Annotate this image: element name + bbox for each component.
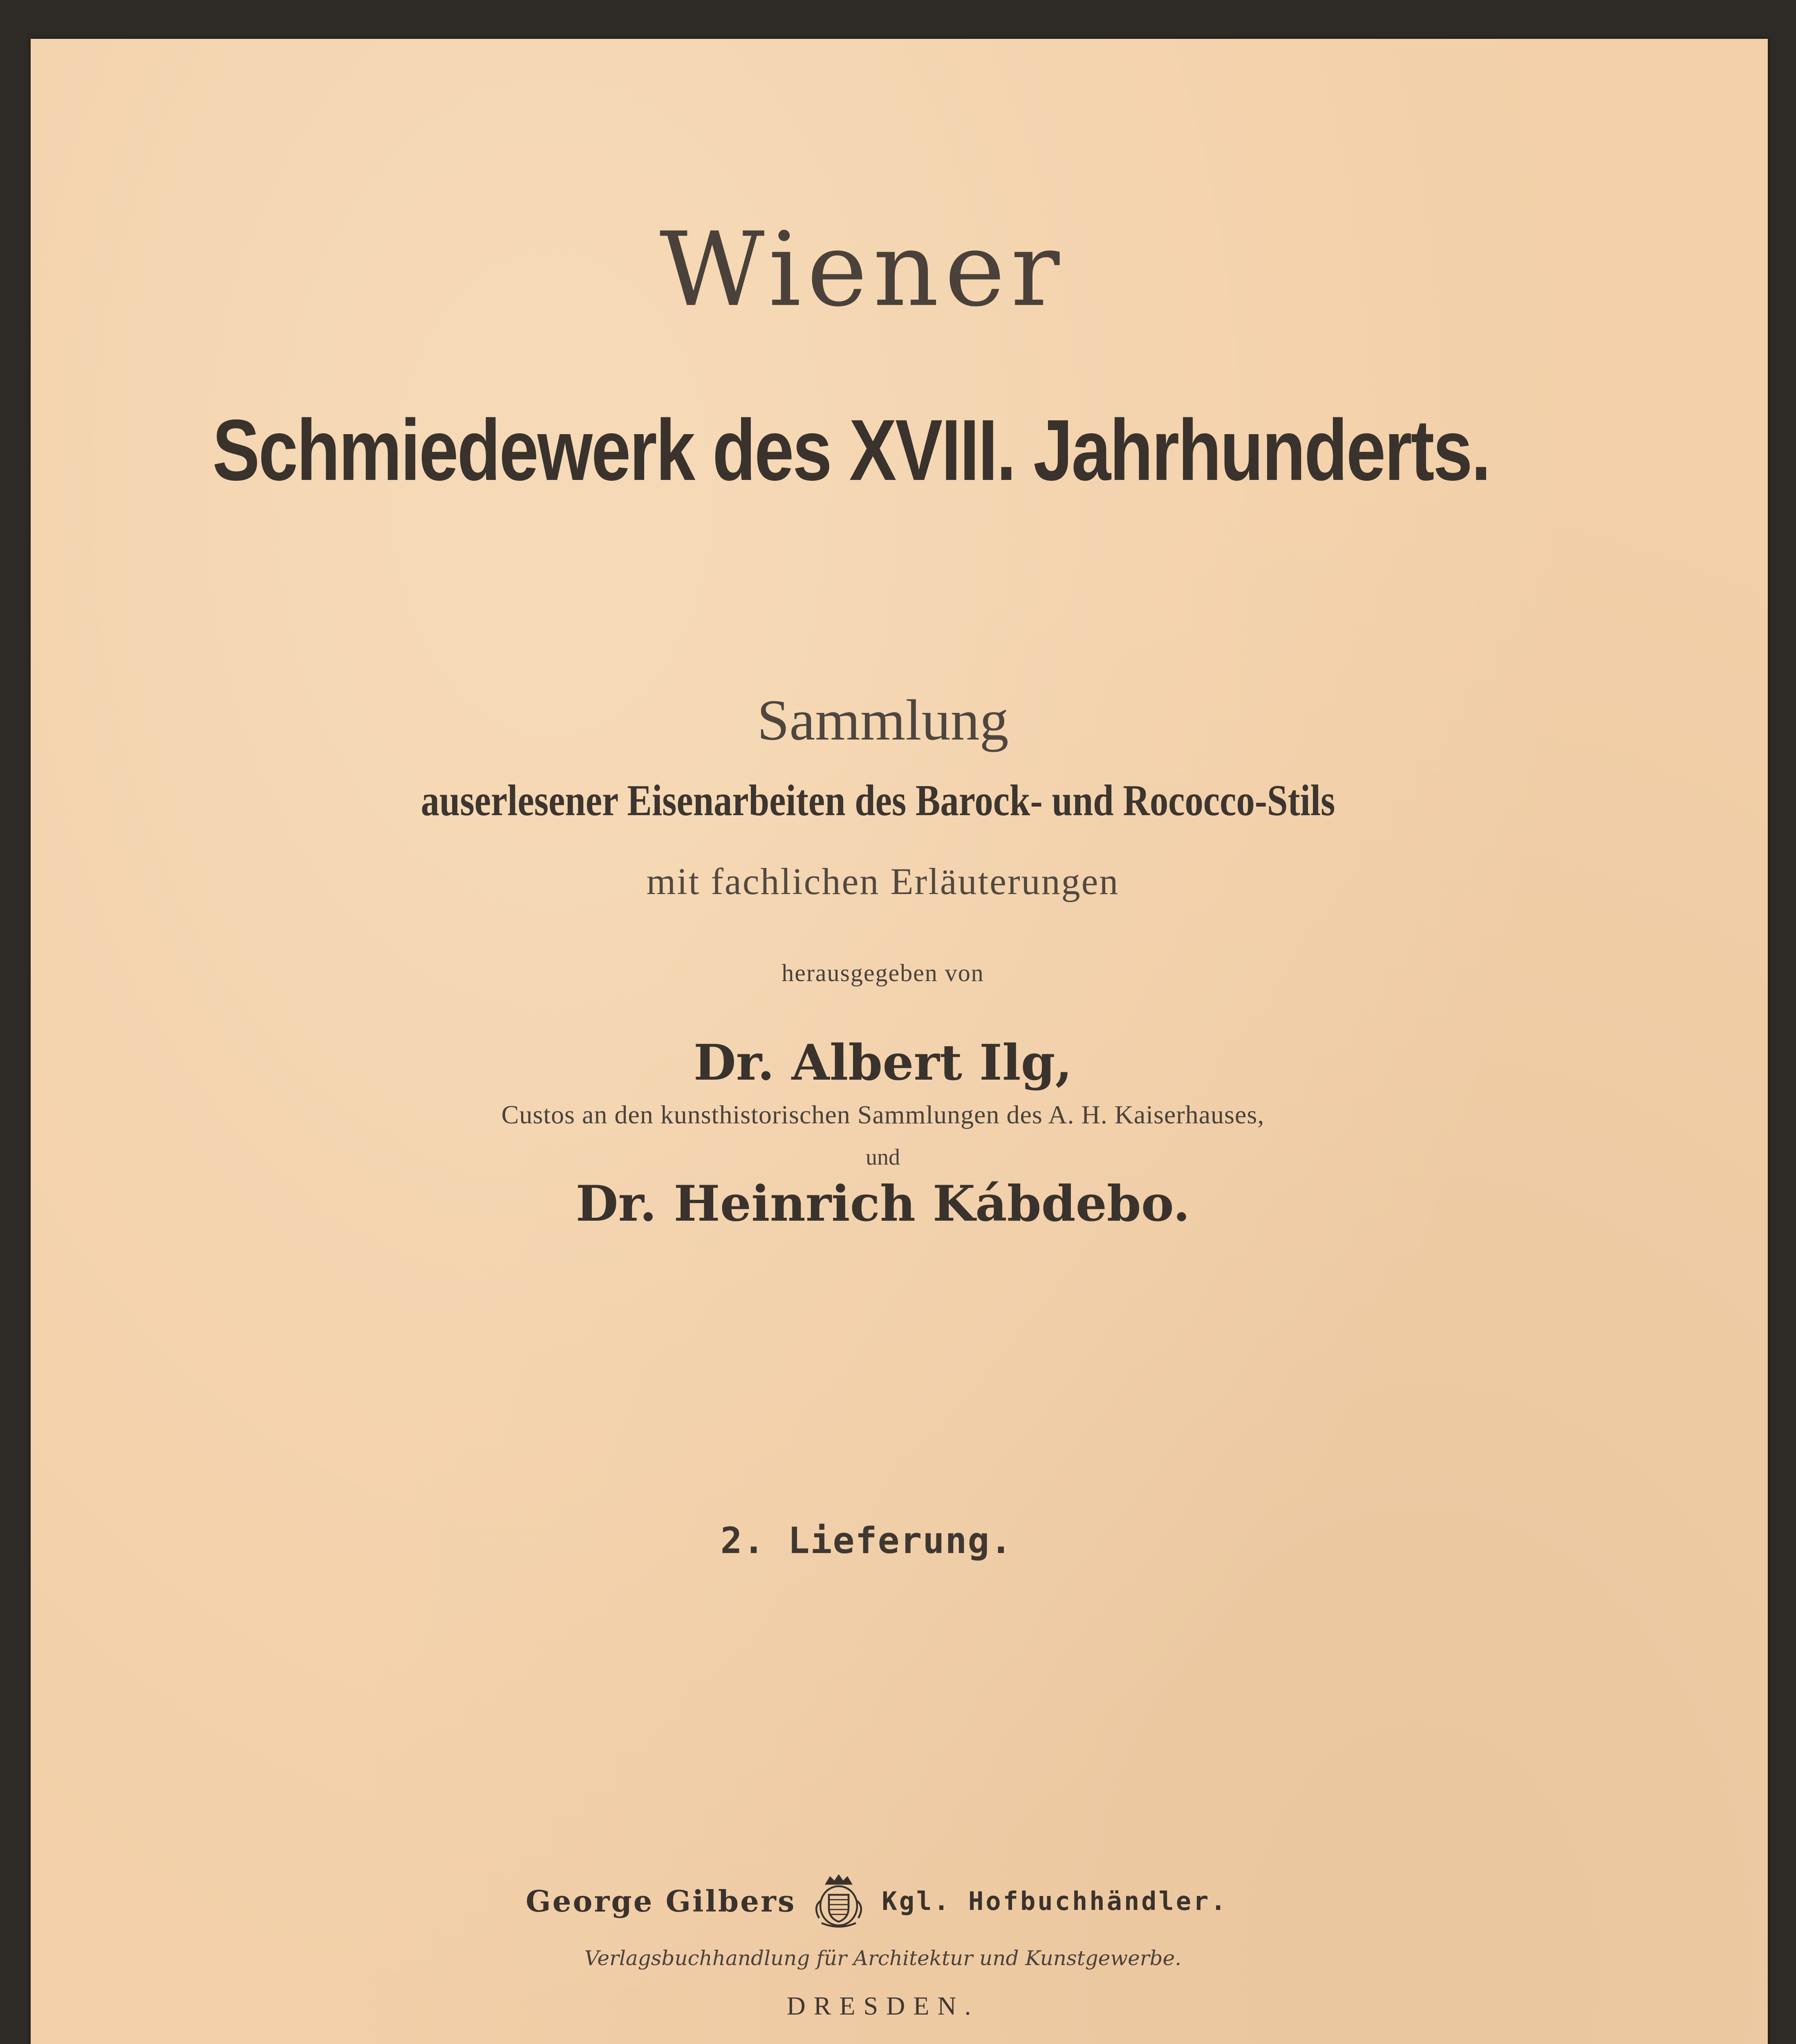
- editor-intro: herausgegeben von: [782, 959, 984, 986]
- author-ilg: Dr. Albert Ilg,: [693, 1034, 1073, 1091]
- collection-subtitle: auserlesener Eisenarbeiten des Barock- und Rococco-Stils: [421, 776, 1335, 825]
- publisher-title: Kgl. Hofbuchhändler.: [882, 1886, 1228, 1916]
- issue-number: 2. Lieferung.: [720, 1520, 1013, 1562]
- title-page: [31, 39, 1768, 2044]
- collection-heading: Sammlung: [757, 688, 1009, 752]
- publisher-row: [8, 1870, 1745, 1932]
- publisher-city: DRESDEN.: [786, 1991, 979, 2020]
- title-line-wiener: Wiener: [659, 210, 1066, 329]
- publisher-name: George Gilbers: [526, 1883, 796, 1918]
- author-conjunction: und: [866, 1145, 900, 1170]
- main-title: Schmiedewerk des XVIII. Jahrhunderts.: [212, 401, 1490, 498]
- publisher-description: Verlagsbuchhandlung für Architektur und Kunstgewerbe.: [584, 1946, 1182, 1970]
- author-kabdebo: Dr. Heinrich Kábdebo.: [576, 1175, 1190, 1233]
- collection-explanations: mit fachlichen Erläuterungen: [646, 861, 1120, 902]
- author-ilg-role: Custos an den kunsthistorischen Sammlungen des A. H. Kaiserhauses,: [501, 1100, 1265, 1129]
- coat-of-arms-icon: [808, 1870, 869, 1932]
